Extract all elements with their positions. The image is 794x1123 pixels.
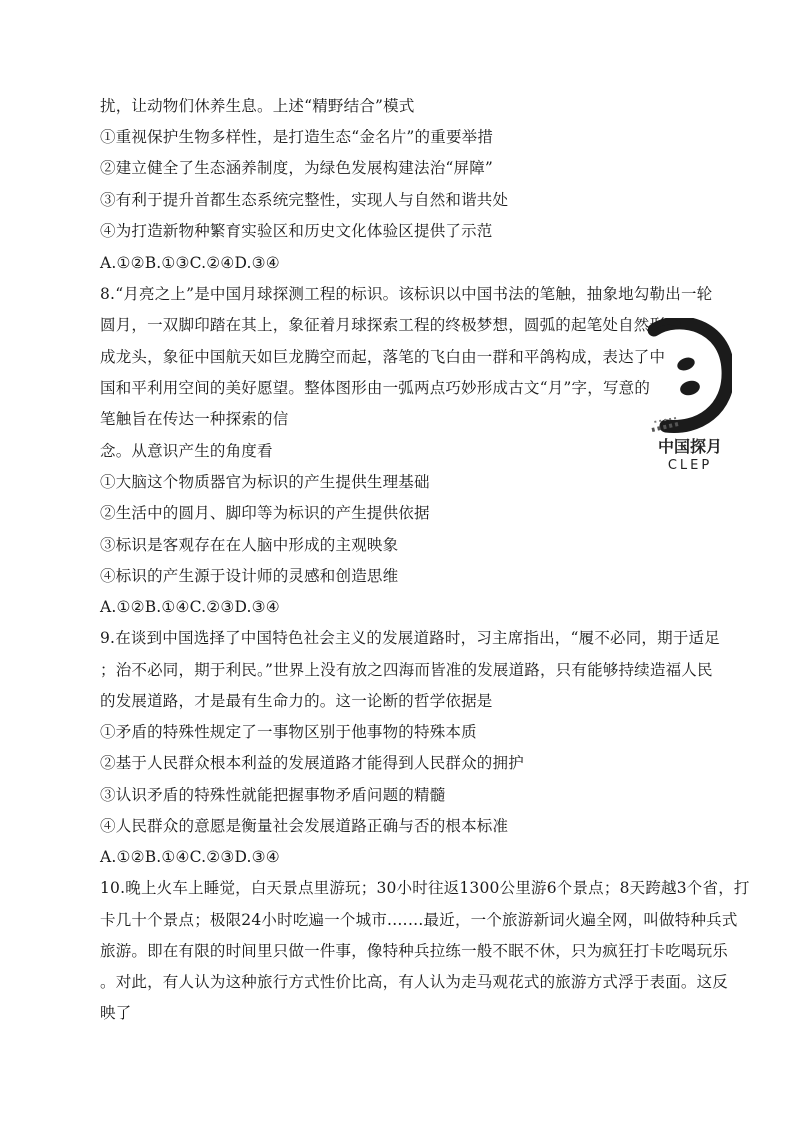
text-line: 旅游。即在有限的时间里只做一件事，像特种兵拉练一般不眠不休，只为疯狂打卡吃喝玩乐 [100,942,729,960]
question-9-text: 9.在谈到中国选择了中国特色社会主义的发展道路时，习主席指出，“履不必同，期于适足 [100,629,720,647]
clep-moon-logo-icon [648,318,732,438]
text-line: 卡几十个景点；极限24小时吃遍一个城市.……最近，一个旅游新词火遍全网，叫做特种兵式 [100,911,738,929]
text-line: 笔触旨在传达一种探索的信 [100,410,289,428]
text-line: ④为打造新物种繁育实验区和历史文化体验区提供了示范 [100,222,493,240]
text-line: 圆月，一双脚印踏在其上，象征着月球探索工程的终极梦想，圆弧的起笔处自然形 [100,316,666,334]
text-line: ③标识是客观存在在人脑中形成的主观映象 [100,536,399,554]
logo-english-name: CLEP [667,458,713,473]
text-line: ②生活中的圆月、脚印等为标识的产生提供依据 [100,504,430,522]
clep-logo [648,318,732,478]
text-line: 。对此，有人认为这种旅行方式性价比高，有人认为走马观花式的旅游方式浮于表面。这反 [100,973,729,991]
question-10-text: 10.晚上火车上睡觉，白天景点里游玩；30小时往返1300公里游6个景点；8天跨越3个省，打 [100,879,750,897]
text-line: ④标识的产生源于设计师的灵感和创造思维 [100,567,399,585]
text-line: 的发展道路，才是最有生命力的。这一论断的哲学依据是 [100,692,493,710]
text-line: ②建立健全了生态涵养制度，为绿色发展构建法治“屏障” [100,159,494,177]
text-line: ①大脑这个物质器官为标识的产生提供生理基础 [100,473,430,491]
text-line: 扰，让动物们休养生息。上述“精野结合”模式 [100,97,415,115]
text-line: ④人民群众的意愿是衡量社会发展道路正确与否的根本标准 [100,817,509,835]
text-line: ①矛盾的特殊性规定了一事物区别于他事物的特殊本质 [100,723,477,741]
text-line: ②基于人民群众根本利益的发展道路才能得到人民群众的拥护 [100,754,524,772]
answer-options: A.①②B.①④C.②③D.③④ [100,848,280,866]
text-line: 国和平利用空间的美好愿望。整体图形由一弧两点巧妙形成古文“月”字，写意的 [100,379,651,397]
text-line: ；治不必同，期于利民。”世界上没有放之四海而皆准的发展道路，只有能够持续造福人民 [100,661,713,679]
logo-chinese-name: 中国探月 [657,437,722,456]
answer-options: A.①②B.①③C.②④D.③④ [100,254,280,272]
text-line: 映了 [100,1004,132,1022]
text-line: ③认识矛盾的特殊性就能把握事物矛盾问题的精髓 [100,786,446,804]
text-line: ③有利于提升首都生态系统完整性，实现人与自然和谐共处 [100,191,509,209]
answer-options: A.①②B.①④C.②③D.③④ [100,598,280,616]
question-8-text: 8.“月亮之上”是中国月球探测工程的标识。该标识以中国书法的笔触，抽象地勾勒出一轮 [100,285,713,303]
text-line: 成龙头，象征中国航天如巨龙腾空而起，落笔的飞白由一群和平鸽构成，表达了中 [100,348,666,366]
text-line: 念。从意识产生的角度看 [100,442,273,460]
text-line: ①重视保护生物多样性，是打造生态“金名片”的重要举措 [100,128,494,146]
